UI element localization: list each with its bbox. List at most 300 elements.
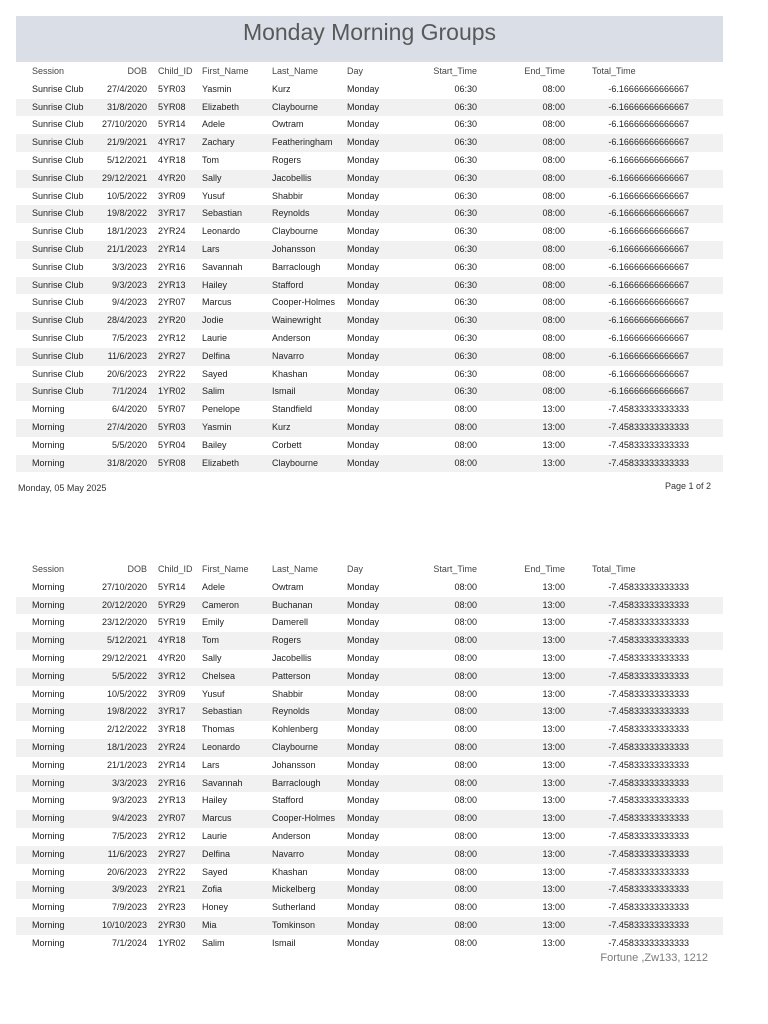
cell-first-name: Yasmin [202, 421, 232, 432]
cell-child-id: 2YR16 [158, 261, 186, 272]
cell-first-name: Tom [202, 635, 220, 646]
cell-child-id: 2YR21 [158, 884, 186, 895]
cell-last-name: Barraclough [272, 777, 321, 788]
cell-end-time: 08:00 [542, 101, 565, 112]
cell-session: Sunrise Club [32, 190, 84, 201]
cell-total-time: -7.45833333333333 [608, 724, 689, 735]
cell-total-time: -7.45833333333333 [608, 795, 689, 806]
cell-child-id: 2YR24 [158, 741, 186, 752]
cell-child-id: 2YR14 [158, 243, 186, 254]
cell-last-name: Reynolds [272, 208, 310, 219]
cell-session: Morning [32, 813, 65, 824]
cell-day: Monday [347, 119, 380, 130]
cell-day: Monday [347, 581, 380, 592]
cell-first-name: Thomas [202, 724, 235, 735]
cell-day: Monday [347, 154, 380, 165]
cell-end-time: 13:00 [542, 902, 565, 913]
cell-dob: 5/12/2021 [106, 154, 147, 165]
cell-start-time: 08:00 [454, 813, 477, 824]
cell-end-time: 13:00 [542, 724, 565, 735]
cell-session: Morning [32, 706, 65, 717]
cell-child-id: 5YR04 [158, 439, 186, 450]
cell-first-name: Honey [202, 902, 229, 913]
cell-end-time: 13:00 [542, 884, 565, 895]
cell-end-time: 13:00 [542, 617, 565, 628]
table-row [16, 810, 723, 828]
cell-child-id: 4YR18 [158, 635, 186, 646]
table-row [16, 579, 723, 597]
cell-session: Morning [32, 919, 65, 930]
column-header-start-time: Start_Time [433, 66, 477, 76]
cell-day: Monday [347, 332, 380, 343]
cell-dob: 31/8/2020 [106, 457, 147, 468]
cell-dob: 2/12/2022 [106, 724, 147, 735]
cell-end-time: 08:00 [542, 190, 565, 201]
table-row [16, 152, 723, 170]
cell-end-time: 08:00 [542, 243, 565, 254]
cell-child-id: 5YR08 [158, 457, 186, 468]
cell-child-id: 3YR09 [158, 190, 186, 201]
cell-dob: 9/4/2023 [111, 297, 147, 308]
report-table-page-1 [16, 63, 723, 472]
cell-total-time: -7.45833333333333 [608, 830, 689, 841]
cell-end-time: 08:00 [542, 119, 565, 130]
cell-first-name: Cameron [202, 599, 240, 610]
cell-dob: 7/1/2024 [111, 937, 147, 948]
cell-child-id: 3YR17 [158, 208, 186, 219]
cell-child-id: 2YR24 [158, 226, 186, 237]
cell-total-time: -6.16666666666667 [608, 154, 689, 165]
report-table-page-2 [16, 561, 723, 953]
cell-child-id: 3YR09 [158, 688, 186, 699]
cell-end-time: 08:00 [542, 154, 565, 165]
cell-last-name: Rogers [272, 635, 302, 646]
cell-dob: 9/4/2023 [111, 813, 147, 824]
table-row [16, 864, 723, 882]
cell-end-time: 13:00 [542, 599, 565, 610]
cell-last-name: Stafford [272, 279, 304, 290]
cell-child-id: 2YR22 [158, 368, 186, 379]
cell-session: Morning [32, 724, 65, 735]
table-row [16, 383, 723, 401]
cell-total-time: -7.45833333333333 [608, 777, 689, 788]
cell-total-time: -6.16666666666667 [608, 172, 689, 183]
cell-total-time: -6.16666666666667 [608, 368, 689, 379]
cell-child-id: 5YR08 [158, 101, 186, 112]
cell-start-time: 08:00 [454, 724, 477, 735]
cell-start-time: 06:30 [454, 101, 477, 112]
cell-start-time: 06:30 [454, 243, 477, 254]
cell-end-time: 13:00 [542, 741, 565, 752]
cell-start-time: 06:30 [454, 386, 477, 397]
cell-end-time: 08:00 [542, 208, 565, 219]
cell-total-time: -7.45833333333333 [608, 652, 689, 663]
cell-last-name: Reynolds [272, 706, 310, 717]
cell-last-name: Claybourne [272, 226, 319, 237]
cell-session: Morning [32, 688, 65, 699]
cell-end-time: 08:00 [542, 350, 565, 361]
cell-first-name: Sayed [202, 368, 228, 379]
column-header-dob: DOB [127, 564, 147, 574]
cell-total-time: -7.45833333333333 [608, 866, 689, 877]
cell-day: Monday [347, 421, 380, 432]
cell-total-time: -7.45833333333333 [608, 581, 689, 592]
cell-child-id: 2YR27 [158, 350, 186, 361]
cell-first-name: Sally [202, 652, 222, 663]
cell-first-name: Hailey [202, 795, 228, 806]
cell-dob: 20/12/2020 [101, 599, 147, 610]
cell-day: Monday [347, 261, 380, 272]
cell-dob: 20/6/2023 [106, 866, 147, 877]
cell-dob: 10/10/2023 [101, 919, 147, 930]
cell-last-name: Mickelberg [272, 884, 316, 895]
cell-session: Sunrise Club [32, 315, 84, 326]
cell-total-time: -6.16666666666667 [608, 119, 689, 130]
cell-end-time: 13:00 [542, 652, 565, 663]
cell-first-name: Adele [202, 119, 226, 130]
cell-start-time: 08:00 [454, 688, 477, 699]
cell-last-name: Damerell [272, 617, 309, 628]
cell-total-time: -6.16666666666667 [608, 386, 689, 397]
cell-session: Morning [32, 741, 65, 752]
cell-first-name: Jodie [202, 315, 224, 326]
cell-first-name: Savannah [202, 777, 243, 788]
cell-last-name: Cooper-Holmes [272, 813, 336, 824]
cell-last-name: Anderson [272, 332, 311, 343]
cell-session: Morning [32, 670, 65, 681]
cell-dob: 11/6/2023 [107, 848, 147, 859]
table-header-row [16, 561, 723, 579]
table-row [16, 99, 723, 117]
cell-total-time: -7.45833333333333 [608, 688, 689, 699]
cell-total-time: -7.45833333333333 [608, 670, 689, 681]
cell-dob: 19/8/2022 [106, 208, 147, 219]
cell-session: Morning [32, 439, 65, 450]
table-row [16, 686, 723, 704]
cell-first-name: Chelsea [202, 670, 236, 681]
cell-total-time: -7.45833333333333 [608, 902, 689, 913]
cell-last-name: Sutherland [272, 902, 316, 913]
cell-total-time: -7.45833333333333 [608, 421, 689, 432]
cell-first-name: Emily [202, 617, 224, 628]
cell-day: Monday [347, 919, 380, 930]
cell-child-id: 5YR14 [158, 119, 186, 130]
cell-day: Monday [347, 137, 380, 148]
cell-session: Sunrise Club [32, 137, 84, 148]
cell-dob: 31/8/2020 [106, 101, 147, 112]
cell-session: Morning [32, 866, 65, 877]
cell-first-name: Elizabeth [202, 101, 240, 112]
table-row [16, 846, 723, 864]
cell-start-time: 08:00 [454, 848, 477, 859]
cell-end-time: 13:00 [542, 688, 565, 699]
cell-first-name: Yasmin [202, 83, 232, 94]
cell-last-name: Jacobellis [272, 172, 312, 183]
cell-session: Sunrise Club [32, 368, 84, 379]
cell-child-id: 4YR20 [158, 652, 186, 663]
cell-session: Sunrise Club [32, 208, 84, 219]
table-row [16, 366, 723, 384]
column-header-start-time: Start_Time [433, 564, 477, 574]
cell-dob: 28/4/2023 [106, 315, 147, 326]
table-row [16, 259, 723, 277]
cell-first-name: Elizabeth [202, 457, 240, 468]
cell-total-time: -7.45833333333333 [608, 919, 689, 930]
cell-first-name: Mia [202, 919, 217, 930]
cell-last-name: Kohlenberg [272, 724, 319, 735]
cell-child-id: 2YR07 [158, 813, 186, 824]
cell-start-time: 08:00 [454, 652, 477, 663]
cell-total-time: -7.45833333333333 [608, 617, 689, 628]
cell-day: Monday [347, 902, 380, 913]
cell-total-time: -7.45833333333333 [608, 635, 689, 646]
cell-total-time: -7.45833333333333 [608, 813, 689, 824]
report-title: Monday Morning Groups [242, 19, 497, 45]
cell-total-time: -7.45833333333333 [608, 706, 689, 717]
cell-end-time: 08:00 [542, 226, 565, 237]
cell-total-time: -6.16666666666667 [608, 332, 689, 343]
cell-session: Sunrise Club [32, 332, 84, 343]
cell-end-time: 08:00 [542, 386, 565, 397]
cell-first-name: Bailey [202, 439, 227, 450]
cell-day: Monday [347, 243, 380, 254]
table-row [16, 650, 723, 668]
cell-last-name: Ismail [272, 937, 296, 948]
cell-last-name: Claybourne [272, 741, 319, 752]
cell-end-time: 08:00 [542, 172, 565, 183]
column-header-end-time: End_Time [524, 564, 565, 574]
cell-first-name: Leonardo [202, 226, 241, 237]
cell-start-time: 08:00 [454, 439, 477, 450]
cell-last-name: Khashan [272, 368, 308, 379]
footer-page-number: Page 1 of 2 [664, 481, 711, 491]
cell-day: Monday [347, 297, 380, 308]
table-row [16, 134, 723, 152]
column-header-last-name: Last_Name [272, 66, 319, 76]
cell-session: Sunrise Club [32, 279, 84, 290]
column-header-day: Day [347, 564, 364, 574]
table-row [16, 668, 723, 686]
cell-total-time: -6.16666666666667 [608, 243, 689, 254]
cell-start-time: 06:30 [454, 83, 477, 94]
cell-session: Morning [32, 599, 65, 610]
cell-child-id: 4YR18 [158, 154, 186, 165]
cell-first-name: Leonardo [202, 741, 241, 752]
cell-last-name: Owtram [272, 581, 304, 592]
cell-day: Monday [347, 315, 380, 326]
table-row [16, 881, 723, 899]
cell-day: Monday [347, 279, 380, 290]
table-row [16, 757, 723, 775]
cell-dob: 3/3/2023 [111, 261, 147, 272]
cell-dob: 10/5/2022 [106, 190, 147, 201]
table-row [16, 294, 723, 312]
cell-end-time: 08:00 [542, 137, 565, 148]
cell-session: Sunrise Club [32, 350, 84, 361]
cell-end-time: 08:00 [542, 332, 565, 343]
cell-end-time: 13:00 [542, 777, 565, 788]
cell-total-time: -6.16666666666667 [608, 315, 689, 326]
cell-start-time: 08:00 [454, 404, 477, 415]
cell-total-time: -7.45833333333333 [608, 404, 689, 415]
table-row [16, 419, 723, 437]
cell-child-id: 3YR12 [158, 670, 186, 681]
cell-dob: 27/4/2020 [106, 83, 147, 94]
cell-session: Morning [32, 404, 65, 415]
cell-start-time: 06:30 [454, 261, 477, 272]
cell-end-time: 13:00 [542, 848, 565, 859]
table-row [16, 828, 723, 846]
cell-last-name: Patterson [272, 670, 311, 681]
cell-day: Monday [347, 172, 380, 183]
cell-dob: 11/6/2023 [107, 350, 147, 361]
table-row [16, 277, 723, 295]
cell-day: Monday [347, 617, 380, 628]
cell-last-name: Claybourne [272, 457, 319, 468]
cell-session: Morning [32, 421, 65, 432]
cell-first-name: Lars [202, 759, 220, 770]
cell-day: Monday [347, 83, 380, 94]
table-row [16, 116, 723, 134]
table-row [16, 205, 723, 223]
cell-first-name: Lars [202, 243, 220, 254]
column-header-session: Session [32, 66, 65, 76]
column-header-first-name: First_Name [202, 66, 249, 76]
cell-end-time: 13:00 [542, 937, 565, 948]
table-row [16, 899, 723, 917]
column-header-child-id: Child_ID [158, 66, 193, 76]
cell-first-name: Laurie [202, 830, 228, 841]
column-header-last-name: Last_Name [272, 564, 319, 574]
cell-dob: 10/5/2022 [106, 688, 147, 699]
cell-start-time: 08:00 [454, 581, 477, 592]
column-header-first-name: First_Name [202, 564, 249, 574]
cell-start-time: 06:30 [454, 315, 477, 326]
cell-end-time: 13:00 [542, 404, 565, 415]
table-row [16, 455, 723, 473]
cell-end-time: 13:00 [542, 866, 565, 877]
cell-first-name: Marcus [202, 297, 232, 308]
cell-session: Morning [32, 884, 65, 895]
cell-dob: 6/4/2020 [111, 404, 147, 415]
cell-last-name: Johansson [272, 759, 316, 770]
cell-session: Morning [32, 652, 65, 663]
footer-watermark: Fortune ,Zw133, 1212 [600, 952, 708, 964]
cell-last-name: Standfield [272, 404, 313, 415]
cell-session: Morning [32, 848, 65, 859]
cell-session: Morning [32, 581, 65, 592]
cell-dob: 20/6/2023 [106, 368, 147, 379]
cell-child-id: 2YR12 [158, 332, 186, 343]
cell-dob: 9/3/2023 [111, 795, 147, 806]
cell-last-name: Wainewright [272, 315, 322, 326]
cell-dob: 21/1/2023 [106, 759, 147, 770]
cell-day: Monday [347, 670, 380, 681]
cell-total-time: -6.16666666666667 [608, 350, 689, 361]
table-row [16, 917, 723, 935]
cell-child-id: 3YR17 [158, 706, 186, 717]
cell-start-time: 08:00 [454, 635, 477, 646]
cell-dob: 18/1/2023 [106, 741, 147, 752]
cell-session: Sunrise Club [32, 226, 84, 237]
cell-end-time: 13:00 [542, 706, 565, 717]
cell-day: Monday [347, 813, 380, 824]
cell-session: Sunrise Club [32, 119, 84, 130]
cell-end-time: 13:00 [542, 670, 565, 681]
cell-last-name: Tomkinson [272, 919, 316, 930]
cell-day: Monday [347, 759, 380, 770]
cell-total-time: -7.45833333333333 [608, 599, 689, 610]
cell-first-name: Delfina [202, 848, 231, 859]
cell-total-time: -7.45833333333333 [608, 848, 689, 859]
report-title-bar [16, 16, 723, 62]
cell-start-time: 08:00 [454, 830, 477, 841]
cell-last-name: Navarro [272, 848, 305, 859]
cell-last-name: Khashan [272, 866, 308, 877]
cell-total-time: -7.45833333333333 [608, 741, 689, 752]
cell-end-time: 08:00 [542, 297, 565, 308]
table-row [16, 330, 723, 348]
cell-first-name: Savannah [202, 261, 243, 272]
cell-first-name: Salim [202, 937, 225, 948]
cell-child-id: 3YR18 [158, 724, 186, 735]
cell-start-time: 08:00 [454, 599, 477, 610]
cell-last-name: Barraclough [272, 261, 321, 272]
cell-child-id: 2YR13 [158, 795, 186, 806]
column-header-session: Session [32, 564, 65, 574]
cell-total-time: -6.16666666666667 [608, 137, 689, 148]
cell-dob: 7/5/2023 [111, 830, 147, 841]
cell-start-time: 08:00 [454, 617, 477, 628]
cell-session: Sunrise Club [32, 101, 84, 112]
cell-session: Morning [32, 902, 65, 913]
cell-dob: 27/4/2020 [106, 421, 147, 432]
cell-child-id: 5YR07 [158, 404, 186, 415]
cell-total-time: -7.45833333333333 [608, 884, 689, 895]
cell-total-time: -7.45833333333333 [608, 759, 689, 770]
cell-day: Monday [347, 777, 380, 788]
cell-total-time: -6.16666666666667 [608, 208, 689, 219]
cell-last-name: Navarro [272, 350, 305, 361]
cell-start-time: 06:30 [454, 297, 477, 308]
cell-day: Monday [347, 101, 380, 112]
cell-session: Sunrise Club [32, 83, 84, 94]
cell-dob: 21/9/2021 [106, 137, 147, 148]
cell-start-time: 06:30 [454, 119, 477, 130]
cell-total-time: -6.16666666666667 [608, 101, 689, 112]
cell-session: Morning [32, 617, 65, 628]
cell-dob: 18/1/2023 [106, 226, 147, 237]
cell-end-time: 13:00 [542, 439, 565, 450]
cell-start-time: 06:30 [454, 332, 477, 343]
cell-session: Morning [32, 635, 65, 646]
cell-start-time: 08:00 [454, 866, 477, 877]
cell-end-time: 13:00 [542, 830, 565, 841]
cell-start-time: 06:30 [454, 154, 477, 165]
cell-day: Monday [347, 599, 380, 610]
cell-child-id: 5YR29 [158, 599, 186, 610]
table-row [16, 614, 723, 632]
cell-last-name: Stafford [272, 795, 304, 806]
cell-first-name: Penelope [202, 404, 241, 415]
cell-start-time: 06:30 [454, 226, 477, 237]
cell-day: Monday [347, 724, 380, 735]
cell-start-time: 08:00 [454, 421, 477, 432]
cell-day: Monday [347, 741, 380, 752]
cell-child-id: 2YR12 [158, 830, 186, 841]
cell-day: Monday [347, 386, 380, 397]
cell-session: Morning [32, 457, 65, 468]
